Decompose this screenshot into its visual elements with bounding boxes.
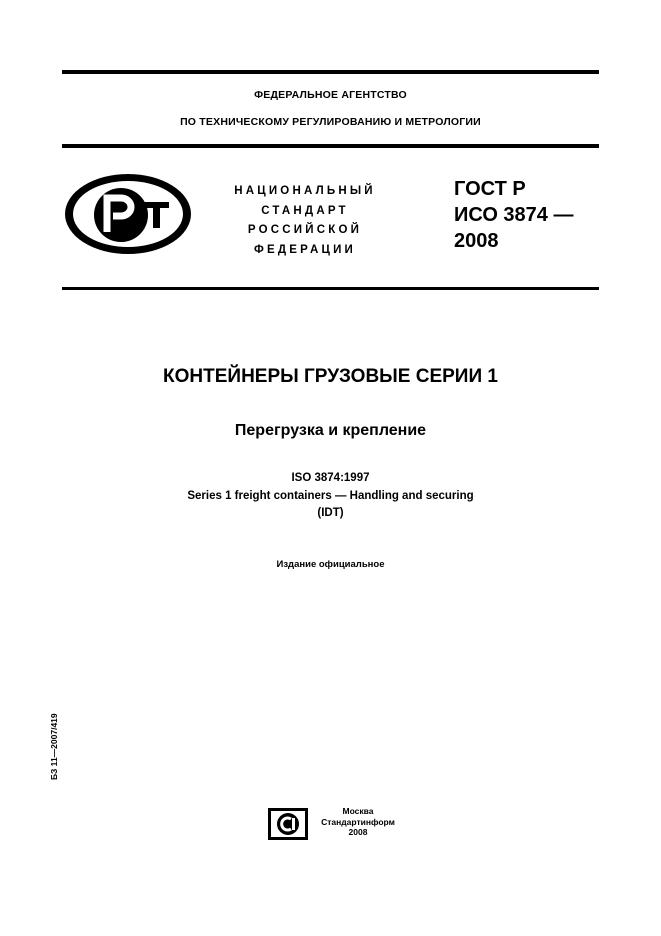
standard-type-line-3: РОССИЙСКОЙ <box>247 224 363 236</box>
agency-line-1: ФЕДЕРАЛЬНОЕ АГЕНТСТВО <box>254 89 407 101</box>
designation-line-1: ГОСТ Р <box>454 178 526 200</box>
header-rule <box>62 144 599 148</box>
imprint-publisher: Стандартинформ <box>321 816 395 827</box>
agency-line-2: ПО ТЕХНИЧЕСКОМУ РЕГУЛИРОВАНИЮ И МЕТРОЛОГИИ <box>180 116 481 128</box>
standartinform-logo <box>268 808 308 840</box>
designation-line-2: ИСО 3874 — <box>454 204 574 226</box>
standard-type-line-1: НАЦИОНАЛЬНЫЙ <box>234 185 376 197</box>
standard-designation <box>454 176 573 254</box>
standard-type <box>206 182 404 260</box>
iso-reference-block <box>0 470 661 523</box>
standard-type-line-2: СТАНДАРТ <box>261 204 349 217</box>
standard-type-line-4: ФЕДЕРАЦИИ <box>253 243 357 256</box>
designation-line-3: 2008 <box>454 230 499 252</box>
iso-english-title: Series 1 freight containers — Handling and securing <box>187 489 474 502</box>
imprint-year: 2008 <box>348 827 368 837</box>
rst-logo <box>63 172 193 256</box>
imprint-city: Москва <box>342 806 374 816</box>
logo-rule <box>62 287 599 290</box>
side-note: БЗ 11—2007/419 <box>49 713 59 780</box>
iso-ref: ISO 3874:1997 <box>291 472 370 484</box>
imprint <box>312 806 404 838</box>
edition-label: Издание официальное <box>276 559 385 570</box>
document-subtitle: Перегрузка и крепление <box>234 422 427 439</box>
iso-equivalence: (IDT) <box>317 507 344 519</box>
top-rule <box>62 70 599 74</box>
document-title: КОНТЕЙНЕРЫ ГРУЗОВЫЕ СЕРИИ 1 <box>163 366 498 387</box>
